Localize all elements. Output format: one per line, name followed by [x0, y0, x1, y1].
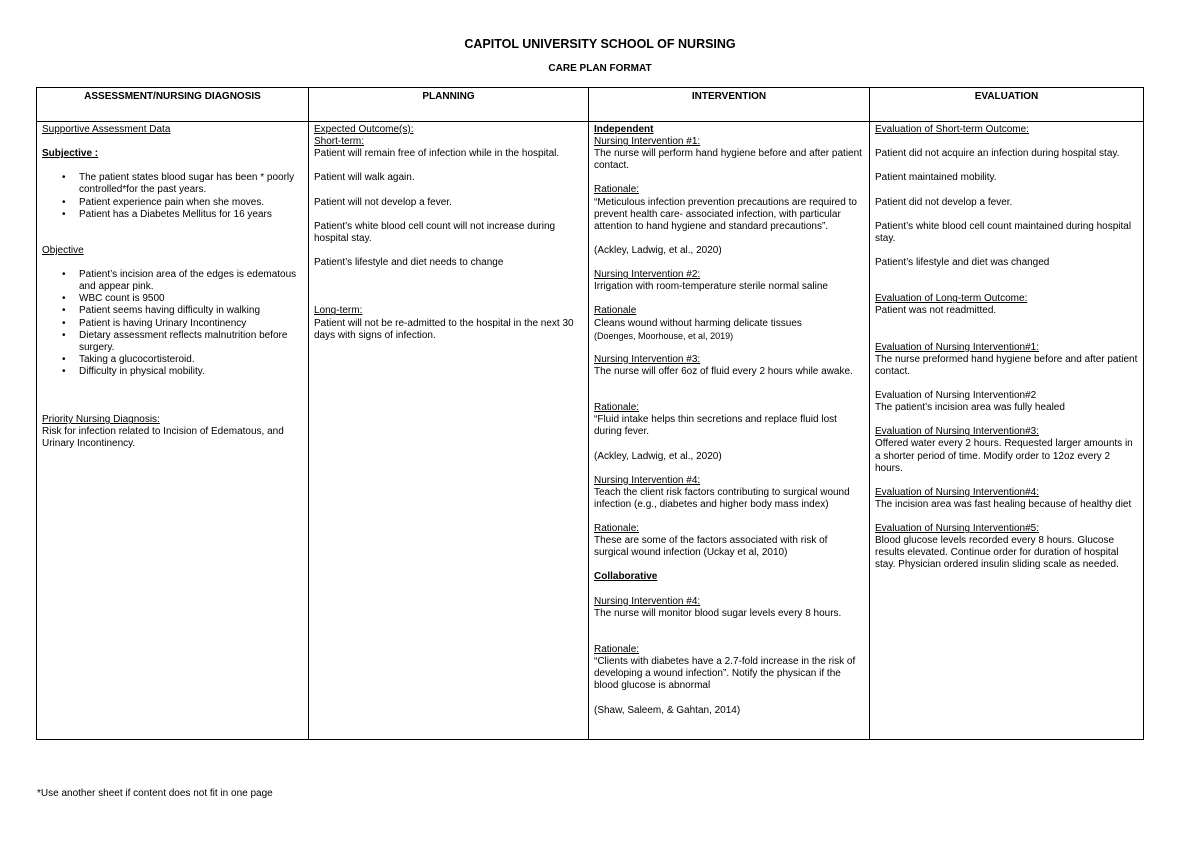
objective-list	[42, 269, 303, 378]
evaluation-text: Blood glucose levels recorded every 8 hours. Glucose results elevated. Continue order for duration of hospital stay. Physician ordered insulin sliding scale as needed.	[875, 535, 1119, 571]
column-header-planning: PLANNING	[309, 88, 589, 122]
intervention-cell	[589, 122, 870, 740]
evaluation-heading: Evaluation of Long-term Outcome:	[875, 293, 1028, 305]
evaluation-text: Patient maintained mobility.	[875, 172, 997, 184]
objective-heading: Objective	[42, 244, 84, 256]
evaluation-text: Patient did not develop a fever.	[875, 196, 1013, 208]
evaluation-cell	[870, 122, 1144, 740]
expected-outcome-heading: Expected Outcome(s):	[314, 124, 414, 135]
intervention-text: Irrigation with room-temperature sterile normal saline	[594, 281, 828, 293]
evaluation-heading: Evaluation of Nursing Intervention#2	[875, 390, 1037, 402]
document-subtitle: CARE PLAN FORMAT	[548, 63, 652, 74]
short-term-goal: Patient will not develop a fever.	[314, 196, 452, 208]
rationale-heading: Rationale:	[594, 402, 640, 414]
footnote: *Use another sheet if content does not fit in one page	[37, 788, 273, 799]
column-header-evaluation: EVALUATION	[870, 88, 1144, 122]
list-item: • Patient experience pain when she moves.	[79, 197, 303, 209]
rationale-text: Cleans wound without harming delicate tissues	[594, 317, 802, 329]
rationale-text: “Fluid intake helps thin secretions and replace fluid lost during fever.	[594, 414, 837, 438]
short-term-goal: Patient will walk again.	[314, 172, 415, 184]
list-item: • Patient has a Diabetes Mellitus for 16 years	[79, 209, 303, 221]
evaluation-text: Patient was not readmitted.	[875, 305, 997, 317]
evaluation-text: Patient did not acquire an infection during hospital stay.	[875, 148, 1120, 160]
priority-diagnosis-heading: Priority Nursing Diagnosis:	[42, 414, 160, 426]
evaluation-text: The nurse preformed hand hygiene before and after patient contact.	[875, 353, 1138, 377]
evaluation-heading: Evaluation of Nursing Intervention#3:	[875, 426, 1039, 438]
rationale-heading: Rationale:	[594, 644, 640, 656]
subjective-heading: Subjective :	[42, 148, 99, 160]
column-header-assessment: ASSESSMENT/NURSING DIAGNOSIS	[37, 88, 309, 122]
rationale-text: “Meticulous infection prevention precautions are required to prevent health care- associated infection, with particular attention to hand hygiene and standard precautions”.	[594, 196, 857, 232]
citation: (Shaw, Saleem, & Gahtan, 2014)	[594, 704, 741, 716]
evaluation-heading: Evaluation of Nursing Intervention#4:	[875, 486, 1039, 498]
intervention-text: The nurse will offer 6oz of fluid every 2 hours while awake.	[594, 365, 853, 377]
evaluation-text: Patient’s white blood cell count maintained during hospital stay.	[875, 220, 1132, 244]
independent-heading: Independent	[594, 124, 654, 135]
rationale-heading: Rationale	[594, 305, 637, 317]
short-term-goal: Patient’s lifestyle and diet needs to change	[314, 257, 504, 269]
evaluation-text: The incision area was fast healing because of healthy diet	[875, 498, 1132, 510]
list-item: • Dietary assessment reflects malnutrition before surgery.	[79, 330, 303, 354]
citation: (Doenges, Moorhouse, et al, 2019)	[594, 330, 734, 341]
intervention-text: Teach the client risk factors contributing to surgical wound infection (e.g., diabetes and higher body mass index)	[594, 486, 850, 510]
list-item: • Patient seems having difficulty in walking	[79, 305, 303, 317]
intervention-heading: Nursing Intervention #4:	[594, 595, 701, 607]
planning-cell	[309, 122, 589, 740]
list-item: • Difficulty in physical mobility.	[79, 366, 303, 378]
list-item: • WBC count is 9500	[79, 293, 303, 305]
care-plan-table	[36, 87, 1144, 740]
intervention-text: The nurse will monitor blood sugar levels every 8 hours.	[594, 607, 842, 619]
collaborative-heading: Collaborative	[594, 571, 658, 583]
supportive-heading: Supportive Assessment Data	[42, 124, 171, 135]
evaluation-heading: Evaluation of Nursing Intervention#5:	[875, 523, 1039, 535]
list-item: • Taking a glucocortisteroid.	[79, 354, 303, 366]
table-body-row	[37, 122, 1144, 740]
rationale-heading: Rationale:	[594, 523, 640, 535]
list-item: • Patient is having Urinary Incontinency	[79, 318, 303, 330]
assessment-cell	[37, 122, 309, 740]
citation: (Ackley, Ladwig, et al., 2020)	[594, 244, 722, 256]
rationale-heading: Rationale:	[594, 184, 640, 196]
rationale-text: These are some of the factors associated with risk of surgical wound infection (Uckay et al, 2010)	[594, 535, 828, 559]
evaluation-text: The patient’s incision area was fully healed	[875, 402, 1065, 414]
rationale-text: “Clients with diabetes have a 2.7-fold increase in the risk of developing a wound infection”. Notify the physican if the blood glucose is abnormal	[594, 656, 856, 692]
citation: (Ackley, Ladwig, et al., 2020)	[594, 450, 722, 462]
intervention-heading: Nursing Intervention #3:	[594, 353, 701, 365]
intervention-heading: Nursing Intervention #4:	[594, 474, 701, 486]
column-header-intervention: INTERVENTION	[589, 88, 870, 122]
list-item: • The patient states blood sugar has been * poorly controlled*for the past years.	[79, 172, 303, 196]
short-term-heading: Short-term:	[314, 136, 365, 148]
document-title: CAPITOL UNIVERSITY SCHOOL OF NURSING	[464, 37, 736, 51]
long-term-heading: Long-term:	[314, 305, 363, 317]
evaluation-text: Patient’s lifestyle and diet was changed	[875, 257, 1050, 269]
subjective-list	[42, 172, 303, 220]
evaluation-text: Offered water every 2 hours. Requested larger amounts in a shorter period of time. Modify order to 12oz every 2 hours.	[875, 438, 1133, 474]
table-header-row	[37, 88, 1144, 122]
priority-diagnosis-text: Risk for infection related to Incision of Edematous, and Urinary Incontinency.	[42, 426, 284, 450]
long-term-goal: Patient will not be re-admitted to the hospital in the next 30 days with signs of infection.	[314, 317, 574, 341]
list-item: • Patient’s incision area of the edges is edematous and appear pink.	[79, 269, 303, 293]
intervention-heading: Nursing Intervention #1:	[594, 136, 701, 148]
evaluation-heading: Evaluation of Nursing Intervention#1:	[875, 341, 1039, 353]
short-term-goal: Patient will remain free of infection while in the hospital.	[314, 148, 560, 160]
evaluation-heading: Evaluation of Short-term Outcome:	[875, 124, 1029, 135]
intervention-text: The nurse will perform hand hygiene before and after patient contact.	[594, 148, 862, 172]
intervention-heading: Nursing Intervention #2:	[594, 269, 701, 281]
short-term-goal: Patient’s white blood cell count will not increase during hospital stay.	[314, 220, 556, 244]
